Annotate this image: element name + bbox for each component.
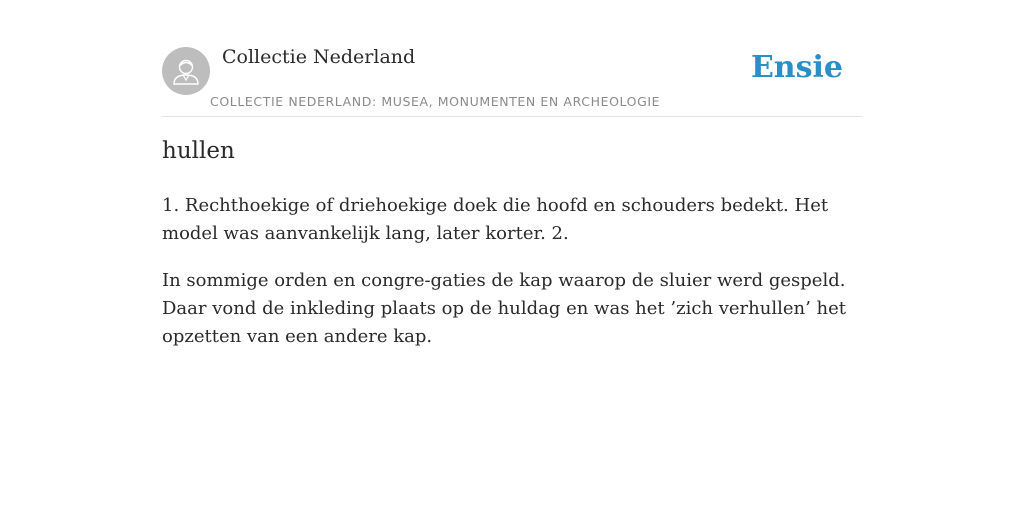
definition-paragraph: 1. Rechthoekige of driehoekige doek die hoofd en schouders bedekt. Het model was aanvankelijk lang, later korter. 2. bbox=[162, 195, 829, 244]
entry-header bbox=[162, 40, 862, 117]
ensie-logo[interactable]: Ensie bbox=[750, 50, 843, 85]
entry-definition bbox=[162, 192, 862, 370]
avatar[interactable] bbox=[162, 47, 210, 95]
entry-term: hullen bbox=[162, 138, 235, 164]
definition-paragraph: In sommige orden en congre-gaties de kap waarop de sluier werd gespeld. Daar vond de inkleding plaats op de huldag en was het ’zich verhullen’ het opzetten van een andere kap. bbox=[162, 270, 847, 347]
author-name[interactable]: Collectie Nederland bbox=[222, 46, 416, 68]
user-avatar-icon bbox=[162, 47, 210, 95]
author-subtitle: COLLECTIE NEDERLAND: MUSEA, MONUMENTEN EN ARCHEOLOGIE bbox=[210, 94, 661, 109]
